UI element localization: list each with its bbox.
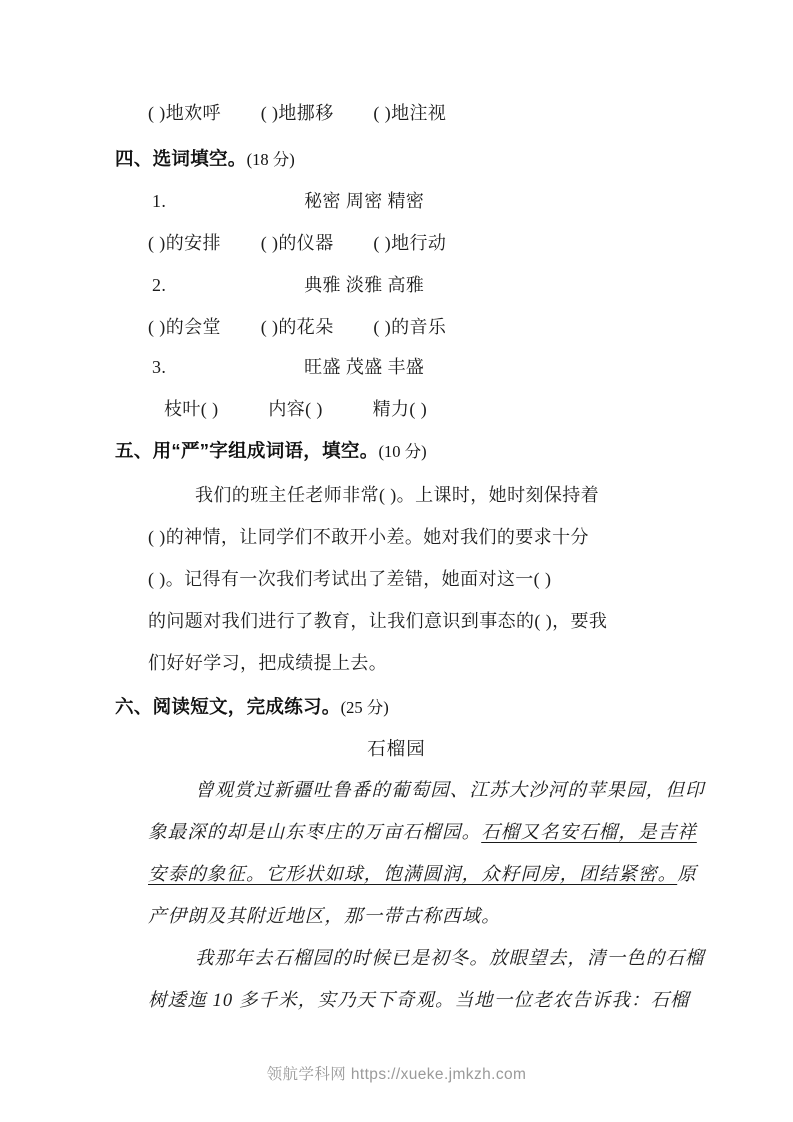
passage-text: 产伊朗及其附近地区，那一带古称西域。 [148,907,501,927]
group-3-blank-3[interactable]: 精力( ) [372,399,428,419]
passage-text: 原 [677,865,697,885]
passage-text: 象最深的却是山东枣庄的万亩石榴园。 [148,823,482,843]
carryover-blank-line [148,104,446,122]
section-four-group-1-wordbank-row [152,192,424,210]
group-2-blank-1[interactable]: ( )的会堂 [148,317,221,337]
section-five-heading [115,442,427,461]
section-five-score: (10 分) [378,442,427,461]
group-3-number: 3. [152,357,167,377]
passage-p2-line-2 [148,992,690,1011]
section-four-group-3-blanks-row [164,400,427,418]
section-four-group-3-wordbank-row [152,358,424,376]
carryover-item-2: ( )地挪移 [260,103,334,123]
section-five-line-2[interactable]: ( )的神情，让同学们不敢开小差。她对我们的要求十分 [148,527,589,547]
group-1-blank-2[interactable]: ( )的仪器 [260,233,334,253]
section-four-group-2-blanks-row [148,318,446,336]
group-2-word-bank: 典雅 淡雅 高雅 [304,275,425,295]
passage-text: 我那年去石榴园的时候已是初冬。放眼望去，清一色的石榴 [195,949,705,969]
section-five-title: 五、用“严”字组成词语，填空。 [115,440,379,461]
section-four-group-1-blanks-row [148,234,446,252]
section-four-title: 四、选词填空。 [115,148,247,169]
group-1-blank-1[interactable]: ( )的安排 [148,233,221,253]
section-five-line-5[interactable]: 们好好学习，把成绩提上去。 [148,653,388,673]
section-five-line-4[interactable]: 的问题对我们进行了教育，让我们意识到事态的( )，要我 [148,611,608,631]
section-five-line-3[interactable]: ( )。记得有一次我们考试出了差错，她面对这一( ) [148,569,552,589]
group-1-blank-3[interactable]: ( )地行动 [373,233,447,253]
passage-p2-line-1 [195,950,705,969]
group-1-number: 1. [152,191,167,211]
passage-title: 石榴园 [367,738,426,759]
section-four-score: (18 分) [246,150,295,169]
passage-text: 曾观赏过新疆吐鲁番的葡萄园、江苏大沙河的苹果园，但印 [195,781,705,801]
group-3-blank-2[interactable]: 内容( ) [268,399,323,419]
section-six-title: 六、阅读短文，完成练习。 [115,696,341,717]
section-six-score: (25 分) [340,698,389,717]
passage-text: 树逶迤 10 多千米，实乃天下奇观。当地一位老农告诉我：石榴 [148,991,690,1011]
section-four-heading [115,150,295,169]
group-2-blank-2[interactable]: ( )的花朵 [260,317,334,337]
group-1-word-bank: 秘密 周密 精密 [304,191,425,211]
passage-underlined-text: 安泰的象征。它形状如球，饱满圆润，众籽同房，团结紧密。 [148,865,678,885]
carryover-item-3: ( )地注视 [373,103,447,123]
section-four-group-2-wordbank-row [152,276,424,294]
passage-p1-line-3 [148,866,697,885]
group-2-blank-3[interactable]: ( )的音乐 [373,317,447,337]
carryover-item-1: ( )地欢呼 [148,103,221,123]
passage-p1-line-2 [148,824,697,843]
section-five-line-1[interactable]: 我们的班主任老师非常( )。上课时，她时刻保持着 [195,485,600,505]
group-3-blank-1[interactable]: 枝叶( ) [164,399,219,419]
footer-watermark: 领航学科网 https://xueke.jmkzh.com [266,1066,527,1083]
passage-p1-line-1 [195,782,705,801]
section-six-heading [115,698,389,717]
passage-underlined-text: 石榴又名安石榴，是吉祥 [481,823,697,843]
group-3-word-bank: 旺盛 茂盛 丰盛 [304,357,425,377]
passage-p1-line-4 [148,908,501,927]
group-2-number: 2. [152,275,167,295]
